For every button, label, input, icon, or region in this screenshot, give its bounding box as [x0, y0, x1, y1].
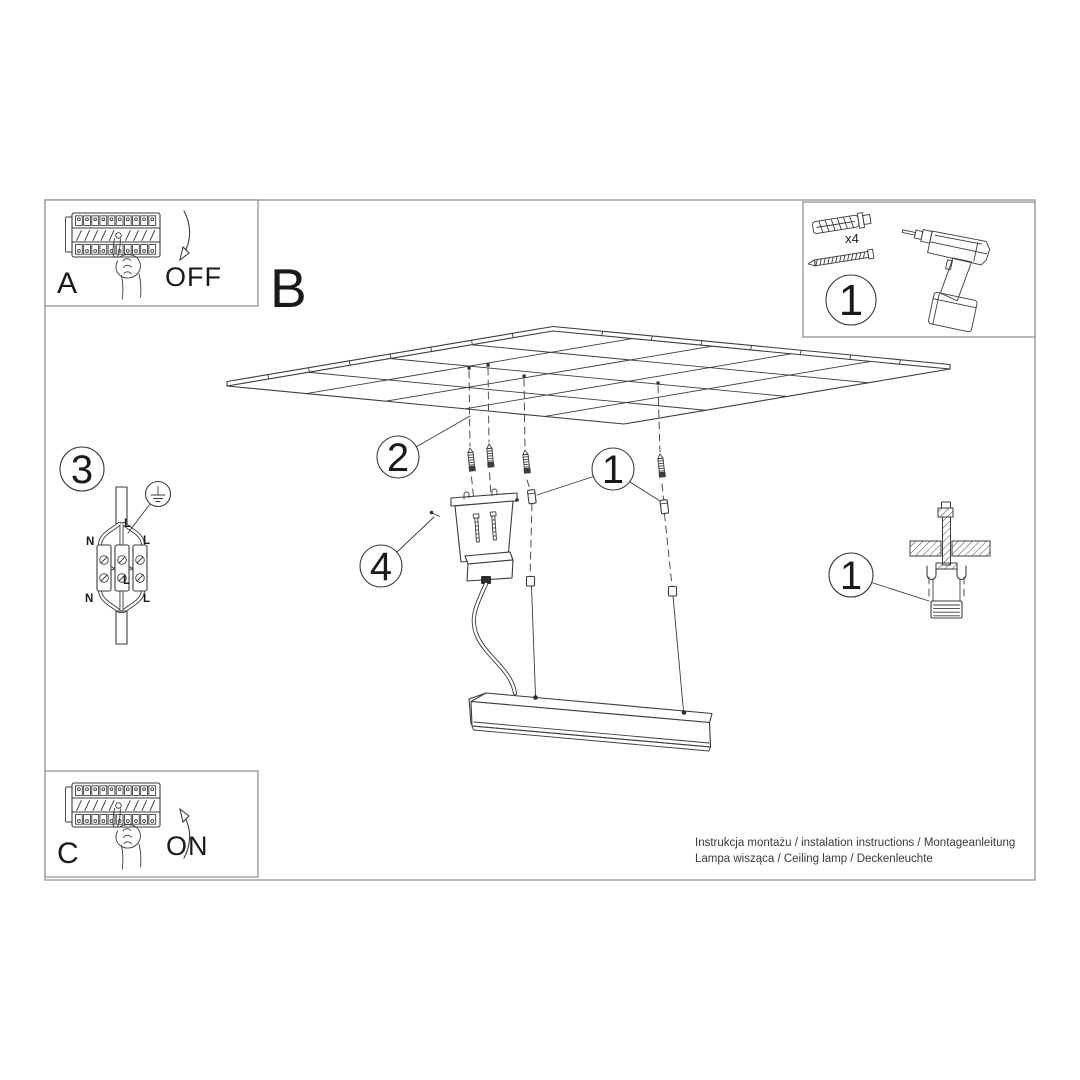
wire-gripper-left: [527, 490, 536, 504]
wire-gripper-right: [660, 500, 669, 514]
wire-label-top-left: N: [86, 536, 95, 548]
callout-canopy: [360, 517, 434, 589]
callout-screws-number: 2: [386, 436, 410, 480]
on-label: ON: [166, 831, 209, 861]
wire-label-top-right: L: [143, 535, 151, 547]
step-a-label: A: [57, 267, 78, 300]
callout-suspension: [537, 448, 660, 501]
wire-label-top: L: [124, 518, 132, 530]
tools-callout-number: 1: [838, 276, 864, 325]
mounting-screws: [467, 444, 666, 478]
cable-bottom: [116, 611, 127, 644]
canopy-fixing-screw: [430, 511, 440, 517]
step-c-label: C: [57, 837, 79, 870]
callout-suspension-number: 1: [601, 448, 625, 492]
wiring-callout-number: 3: [70, 448, 94, 492]
wire-label-bottom-left: N: [85, 593, 94, 605]
wiring-diagram: [85, 482, 171, 645]
power-cable: [474, 584, 515, 693]
wire-stop-left: [527, 577, 535, 587]
footer-line1: Instrukcja montażu / instalation instructions / Montageanleitung: [695, 837, 1016, 849]
ceiling-grid: [227, 327, 950, 425]
canopy: [430, 489, 519, 584]
ground-icon: [146, 482, 171, 507]
terminal-block: [97, 545, 147, 591]
callout-canopy-number: 4: [369, 545, 393, 589]
pendant-lamp: [469, 693, 712, 751]
ground-leader: [128, 504, 150, 533]
wire-label-bottom-right: L: [143, 593, 151, 605]
callout-anchor-number: 1: [839, 554, 863, 598]
callout-screws: [377, 416, 470, 480]
wire-stop-right: [669, 587, 677, 597]
footer-line2: Lampa wisząca / Ceiling lamp / Deckenleuchte: [695, 853, 933, 865]
step-b-label: B: [270, 257, 307, 319]
screw-quantity: x4: [845, 231, 859, 246]
off-label: OFF: [165, 262, 222, 292]
callout-anchor-detail: [829, 553, 929, 601]
suspension-wires: [532, 586, 684, 711]
anchor-detail: [910, 502, 990, 618]
wire-label-center: L: [123, 575, 131, 587]
